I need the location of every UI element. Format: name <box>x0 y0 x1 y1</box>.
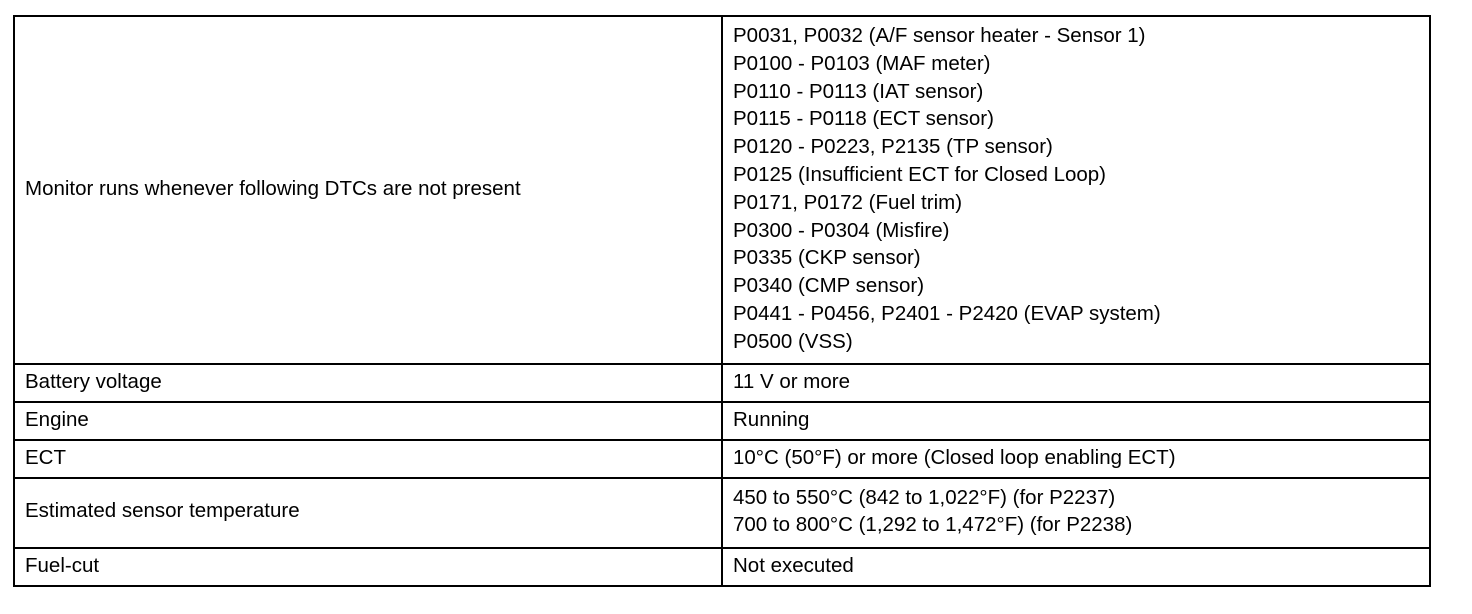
table-row <box>14 402 1430 440</box>
table-row <box>14 440 1430 478</box>
value-line: P0300 - P0304 (Misfire) <box>733 218 950 242</box>
value-cell <box>722 548 1430 586</box>
table-row <box>14 548 1430 586</box>
condition-label: ECT <box>25 445 66 469</box>
condition-label: Engine <box>25 407 89 431</box>
value-line: P0100 - P0103 (MAF meter) <box>733 51 991 75</box>
condition-cell <box>14 440 722 478</box>
condition-cell <box>14 478 722 549</box>
value-line: Not executed <box>733 554 854 578</box>
condition-label: Fuel-cut <box>25 554 100 578</box>
value-line: P0125 (Insufficient ECT for Closed Loop) <box>733 162 1107 186</box>
value-line: 11 V or more <box>733 369 850 393</box>
condition-label: Battery voltage <box>25 369 162 393</box>
table-row <box>14 478 1430 549</box>
value-line: 10°C (50°F) or more (Closed loop enabling ECT) <box>733 445 1176 469</box>
value-cell <box>722 364 1430 402</box>
value-cell <box>722 402 1430 440</box>
value-cell <box>722 16 1430 364</box>
value-line: P0340 (CMP sensor) <box>733 274 925 298</box>
condition-cell <box>14 402 722 440</box>
monitor-conditions-table <box>13 15 1431 587</box>
value-line: 450 to 550°C (842 to 1,022°F) (for P2237) <box>733 485 1116 509</box>
condition-cell <box>14 16 722 364</box>
value-line: P0110 - P0113 (IAT sensor) <box>733 79 984 103</box>
value-line: P0031, P0032 (A/F sensor heater - Sensor 1) <box>733 24 1146 47</box>
value-line: P0500 (VSS) <box>733 329 853 353</box>
value-line: P0335 (CKP sensor) <box>733 246 921 270</box>
value-line: P0441 - P0456, P2401 - P2420 (EVAP system) <box>733 301 1161 325</box>
value-line: P0115 - P0118 (ECT sensor) <box>733 107 994 131</box>
value-line: 700 to 800°C (1,292 to 1,472°F) (for P2238) <box>733 513 1133 537</box>
condition-label: Estimated sensor temperature <box>25 499 300 523</box>
value-line: P0120 - P0223, P2135 (TP sensor) <box>733 135 1053 159</box>
table-row <box>14 364 1430 402</box>
condition-label: Monitor runs whenever following DTCs are not present <box>25 176 521 200</box>
condition-cell <box>14 548 722 586</box>
value-line: P0171, P0172 (Fuel trim) <box>733 190 963 214</box>
condition-cell <box>14 364 722 402</box>
value-line: Running <box>733 407 810 431</box>
value-cell <box>722 440 1430 478</box>
value-cell <box>722 478 1430 549</box>
table-row <box>14 16 1430 364</box>
